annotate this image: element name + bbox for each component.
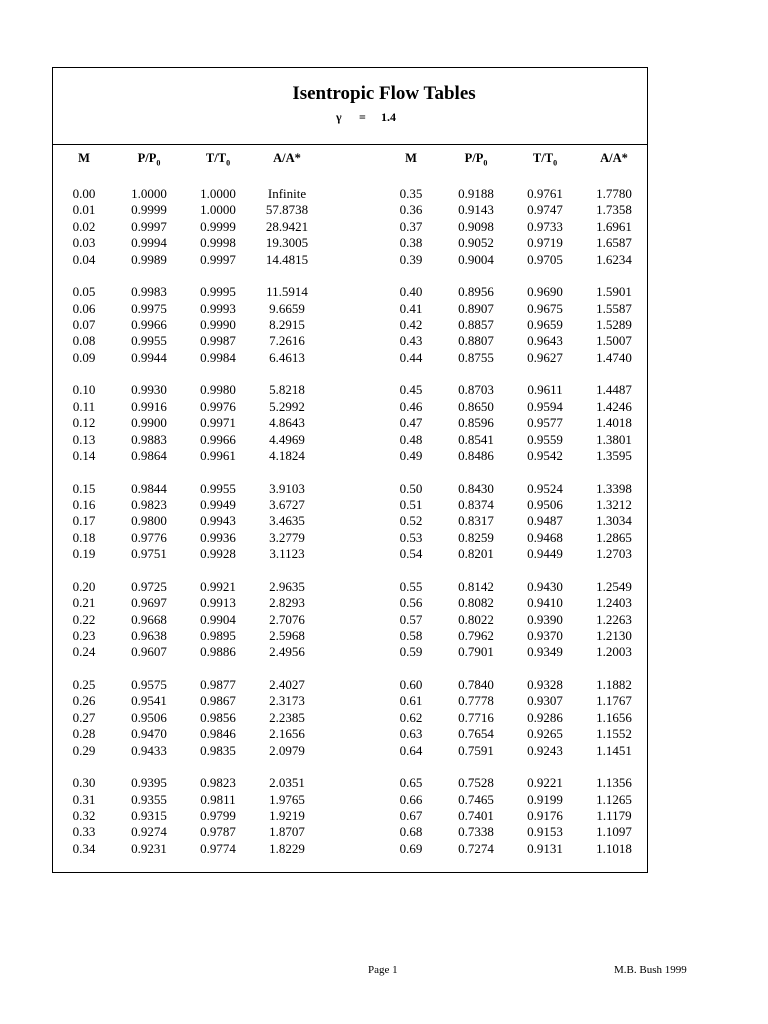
table-cell-left-mach: 0.31: [72, 791, 96, 807]
table-cell-right-mach: 0.44: [399, 349, 423, 365]
table-cell-right-mach: 0.46: [399, 398, 423, 414]
table-cell-left-pressure-ratio: 0.9751: [131, 546, 167, 562]
table-cell-left-mach: 0.17: [72, 513, 96, 529]
table-cell-right-temperature-ratio: 0.9199: [527, 791, 563, 807]
table-cell-right-mach: 0.45: [399, 382, 423, 398]
table-cell-left-temperature-ratio: 0.9998: [200, 235, 236, 251]
table-cell-left-temperature-ratio: 0.9993: [200, 300, 236, 316]
table-cell-left-pressure-ratio: 0.9231: [131, 840, 167, 856]
table-cell-right-pressure-ratio: 0.9004: [458, 251, 494, 267]
table-cell-right-temperature-ratio: 0.9328: [527, 677, 563, 692]
table-cell-right-mach: 0.59: [399, 644, 423, 660]
table-cell-right-mach: 0.69: [399, 840, 423, 856]
table-cell-right-pressure-ratio: 0.7716: [458, 709, 494, 725]
table-cell-left-pressure-ratio: 0.9355: [131, 791, 167, 807]
table-cell-right-area-ratio: 1.4740: [596, 349, 632, 365]
table-cell-left-pressure-ratio: 0.9725: [131, 578, 167, 594]
table-cell-right-area-ratio: 1.6234: [596, 251, 632, 267]
table-cell-right-temperature-ratio: 0.9131: [527, 840, 563, 856]
table-cell-right-pressure-ratio: 0.8374: [458, 497, 494, 512]
table-cell-right-temperature-ratio: 0.9390: [527, 611, 563, 627]
table-cell-right-temperature-ratio: 0.9176: [527, 808, 563, 823]
table-cell-right-mach: 0.38: [399, 235, 423, 251]
table-cell-right-temperature-ratio: 0.9265: [527, 726, 563, 742]
table-cell-left-mach: 0.28: [72, 726, 96, 742]
table-cell-left-area-ratio: 1.8229: [269, 840, 305, 856]
table-cell-left-temperature-ratio: 0.9976: [200, 398, 236, 414]
table-cell-left-temperature-ratio: 0.9799: [200, 808, 236, 823]
table-cell-right-temperature-ratio: 0.9733: [527, 218, 563, 234]
table-cell-left-temperature-ratio: 1.0000: [200, 186, 236, 201]
table-cell-left-temperature-ratio: 0.9943: [200, 513, 236, 529]
table-cell-right-area-ratio: 1.4246: [596, 398, 632, 414]
table-cell-left-mach: 0.16: [72, 497, 96, 512]
table-cell-right-temperature-ratio: 0.9243: [527, 742, 563, 758]
table-cell-left-pressure-ratio: 0.9955: [131, 333, 167, 349]
table-cell-right-mach: 0.67: [399, 808, 423, 823]
table-cell-right-area-ratio: 1.5007: [596, 333, 632, 349]
col-header-right-temperature-ratio: $T/T_0$: [532, 151, 558, 168]
table-cell-right-area-ratio: 1.2403: [596, 595, 632, 611]
table-cell-left-area-ratio: 2.4027: [269, 677, 305, 692]
table-cell-right-temperature-ratio: 0.9761: [527, 186, 563, 201]
table-cell-right-pressure-ratio: 0.8082: [458, 595, 494, 611]
table-cell-right-mach: 0.43: [399, 333, 423, 349]
table-cell-left-pressure-ratio: 0.9930: [131, 382, 167, 398]
table-cell-left-temperature-ratio: 0.9995: [200, 284, 236, 300]
table-cell-right-area-ratio: 1.5901: [596, 284, 632, 300]
table-cell-left-mach: 0.23: [72, 628, 96, 643]
table-cell-right-area-ratio: 1.1265: [596, 791, 632, 807]
table-cell-right-temperature-ratio: 0.9410: [527, 595, 563, 611]
table-cell-left-mach: 0.19: [72, 546, 96, 562]
page-title: Isentropic Flow Tables: [292, 83, 476, 104]
table-cell-left-temperature-ratio: 0.9997: [200, 251, 236, 267]
table-cell-right-temperature-ratio: 0.9627: [527, 349, 563, 365]
table-cell-left-temperature-ratio: 0.9904: [200, 611, 236, 627]
table-cell-left-temperature-ratio: 0.9955: [200, 480, 236, 496]
table-cell-right-pressure-ratio: 0.7778: [458, 693, 494, 709]
table-cell-right-area-ratio: 1.2865: [596, 529, 632, 545]
table-cell-right-pressure-ratio: 0.7962: [458, 628, 494, 643]
table-cell-right-temperature-ratio: 0.9559: [527, 431, 563, 447]
table-cell-left-area-ratio: 2.5968: [269, 628, 305, 643]
table-cell-left-area-ratio: 2.1656: [269, 726, 305, 742]
table-cell-right-pressure-ratio: 0.8857: [458, 317, 494, 332]
table-cell-left-mach: 0.20: [72, 578, 96, 594]
table-cell-left-pressure-ratio: 0.9575: [131, 677, 167, 692]
table-cell-left-pressure-ratio: 0.9607: [131, 644, 167, 660]
table-cell-left-mach: 0.22: [72, 611, 96, 627]
table-cell-left-mach: 0.32: [72, 808, 96, 823]
table-cell-right-area-ratio: 1.2263: [596, 611, 632, 627]
table-cell-right-pressure-ratio: 0.8317: [458, 513, 494, 529]
table-cell-left-pressure-ratio: 0.9800: [131, 513, 167, 529]
table-cell-right-pressure-ratio: 0.7465: [458, 791, 494, 807]
table-cell-left-mach: 0.14: [72, 448, 96, 463]
table-cell-right-temperature-ratio: 0.9221: [527, 775, 563, 791]
table-cell-right-pressure-ratio: 0.8142: [458, 578, 494, 594]
table-cell-left-pressure-ratio: 0.9844: [131, 480, 167, 496]
table-cell-left-pressure-ratio: 0.9944: [131, 349, 167, 365]
table-cell-right-mach: 0.51: [399, 497, 423, 512]
table-cell-left-area-ratio: 3.1123: [269, 546, 305, 562]
table-cell-right-mach: 0.58: [399, 628, 423, 643]
table-cell-right-temperature-ratio: 0.9506: [527, 497, 563, 512]
table-cell-right-temperature-ratio: 0.9487: [527, 513, 563, 529]
table-cell-right-mach: 0.42: [399, 317, 423, 332]
table-cell-left-temperature-ratio: 0.9987: [200, 333, 236, 349]
table-cell-right-area-ratio: 1.2549: [596, 578, 632, 594]
table-cell-right-pressure-ratio: 0.8486: [458, 448, 494, 463]
table-cell-right-mach: 0.57: [399, 611, 423, 627]
table-cell-right-area-ratio: 1.1656: [596, 709, 632, 725]
table-cell-right-mach: 0.40: [399, 284, 423, 300]
table-cell-right-mach: 0.36: [399, 202, 423, 218]
table-cell-right-area-ratio: 1.3801: [596, 431, 632, 447]
col-header-left-pressure-ratio: $P/P_0$: [137, 151, 161, 168]
table-cell-right-area-ratio: 1.3398: [596, 480, 632, 496]
table-cell-left-temperature-ratio: 0.9823: [200, 775, 236, 791]
table-cell-right-pressure-ratio: 0.8650: [458, 398, 494, 414]
table-cell-left-pressure-ratio: 0.9433: [131, 742, 167, 758]
table-cell-left-temperature-ratio: 0.9990: [200, 317, 236, 332]
table-cell-right-pressure-ratio: 0.9052: [458, 235, 494, 251]
table-cell-left-temperature-ratio: 0.9936: [200, 529, 236, 545]
table-cell-right-pressure-ratio: 0.7654: [458, 726, 494, 742]
table-cell-right-pressure-ratio: 0.7338: [458, 824, 494, 840]
table-cell-left-area-ratio: 2.9635: [269, 578, 305, 594]
table-cell-right-pressure-ratio: 0.7401: [458, 808, 494, 823]
table-cell-left-mach: 0.09: [72, 349, 96, 365]
table-cell-right-temperature-ratio: 0.9659: [527, 317, 563, 332]
table-cell-left-area-ratio: 6.4613: [269, 349, 305, 365]
table-cell-right-temperature-ratio: 0.9542: [527, 448, 563, 463]
col-header-right-mach: M: [405, 151, 417, 165]
table-cell-left-area-ratio: 5.8218: [269, 382, 305, 398]
table-cell-left-temperature-ratio: 0.9846: [200, 726, 236, 742]
table-cell-left-temperature-ratio: 0.9928: [200, 546, 236, 562]
table-cell-left-mach: 0.30: [72, 775, 96, 791]
table-cell-right-mach: 0.41: [399, 300, 423, 316]
table-cell-right-temperature-ratio: 0.9719: [527, 235, 563, 251]
table-cell-left-temperature-ratio: 0.9984: [200, 349, 236, 365]
table-cell-left-mach: 0.10: [72, 382, 96, 398]
table-cell-right-mach: 0.50: [399, 480, 423, 496]
table-cell-left-pressure-ratio: 0.9999: [131, 202, 167, 218]
table-cell-right-mach: 0.47: [399, 415, 423, 431]
table-cell-right-pressure-ratio: 0.7591: [458, 742, 494, 758]
table-cell-right-pressure-ratio: 0.7901: [458, 644, 494, 660]
table-cell-left-mach: 0.00: [72, 186, 96, 201]
table-cell-left-mach: 0.25: [72, 677, 96, 692]
table-cell-left-mach: 0.24: [72, 644, 96, 660]
table-cell-left-area-ratio: 4.8643: [269, 415, 305, 431]
table-cell-right-pressure-ratio: 0.7274: [458, 840, 494, 856]
table-cell-right-mach: 0.49: [399, 448, 423, 463]
table-cell-left-pressure-ratio: 0.9668: [131, 611, 167, 627]
footer-author: M.B. Bush 1999: [614, 964, 687, 976]
table-cell-left-mach: 0.01: [72, 202, 96, 218]
table-cell-right-mach: 0.52: [399, 513, 423, 529]
table-cell-right-temperature-ratio: 0.9349: [527, 644, 563, 660]
table-cell-left-temperature-ratio: 0.9811: [200, 791, 236, 807]
table-cell-right-area-ratio: 1.1552: [596, 726, 632, 742]
table-cell-right-area-ratio: 1.1767: [596, 693, 632, 709]
table-cell-left-area-ratio: 2.0351: [269, 775, 305, 791]
table-cell-left-pressure-ratio: 0.9997: [131, 218, 167, 234]
table-cell-right-pressure-ratio: 0.7840: [458, 677, 494, 692]
table-cell-left-temperature-ratio: 0.9886: [200, 644, 236, 660]
table-cell-left-pressure-ratio: 0.9994: [131, 235, 167, 251]
table-cell-left-mach: 0.08: [72, 333, 96, 349]
table-cell-right-temperature-ratio: 0.9524: [527, 480, 563, 496]
table-cell-left-temperature-ratio: 0.9867: [200, 693, 236, 709]
table-cell-right-pressure-ratio: 0.9098: [458, 218, 494, 234]
table-cell-left-area-ratio: Infinite: [267, 186, 307, 201]
table-cell-right-pressure-ratio: 0.9143: [458, 202, 494, 218]
table-cell-left-pressure-ratio: 0.9983: [131, 284, 167, 300]
table-cell-right-temperature-ratio: 0.9594: [527, 398, 563, 414]
table-cell-right-area-ratio: 1.5289: [596, 317, 632, 332]
col-header-left-area-ratio: A/A*: [273, 151, 301, 165]
table-cell-right-mach: 0.53: [399, 529, 423, 545]
table-cell-left-mach: 0.26: [72, 693, 96, 709]
table-cell-left-area-ratio: 2.4956: [269, 644, 305, 660]
table-cell-right-temperature-ratio: 0.9577: [527, 415, 563, 431]
table-cell-left-area-ratio: 2.8293: [269, 595, 305, 611]
table-cell-left-pressure-ratio: 0.9395: [131, 775, 167, 791]
table-cell-right-area-ratio: 1.3034: [596, 513, 632, 529]
table-cell-left-area-ratio: 28.9421: [265, 218, 309, 234]
table-cell-right-mach: 0.60: [399, 677, 423, 692]
table-cell-left-area-ratio: 2.0979: [269, 742, 305, 758]
table-cell-left-pressure-ratio: 1.0000: [131, 186, 167, 201]
table-cell-right-mach: 0.62: [399, 709, 423, 725]
footer-page-number: Page 1: [368, 964, 398, 976]
table-cell-right-area-ratio: 1.2130: [596, 628, 632, 643]
table-cell-right-area-ratio: 1.6587: [596, 235, 632, 251]
table-cell-left-pressure-ratio: 0.9823: [131, 497, 167, 512]
table-cell-right-mach: 0.54: [399, 546, 423, 562]
table-cell-right-area-ratio: 1.1018: [596, 840, 632, 856]
table-cell-right-mach: 0.65: [399, 775, 423, 791]
table-cell-right-area-ratio: 1.5587: [596, 300, 632, 316]
table-cell-left-mach: 0.18: [72, 529, 96, 545]
table-cell-left-area-ratio: 2.7076: [269, 611, 305, 627]
table-cell-right-area-ratio: 1.1356: [596, 775, 632, 791]
table-cell-left-pressure-ratio: 0.9883: [131, 431, 167, 447]
table-cell-right-temperature-ratio: 0.9705: [527, 251, 563, 267]
table-cell-left-mach: 0.15: [72, 480, 96, 496]
table-cell-right-mach: 0.35: [399, 186, 423, 201]
table-cell-left-temperature-ratio: 0.9980: [200, 382, 236, 398]
table-cell-right-mach: 0.63: [399, 726, 423, 742]
table-cell-right-area-ratio: 1.4018: [596, 415, 632, 431]
table-cell-right-area-ratio: 1.3595: [596, 448, 632, 463]
table-cell-left-pressure-ratio: 0.9315: [131, 808, 167, 823]
table-cell-left-area-ratio: 3.4635: [269, 513, 305, 529]
table-cell-left-mach: 0.03: [72, 235, 96, 251]
table-cell-right-temperature-ratio: 0.9468: [527, 529, 563, 545]
table-cell-right-pressure-ratio: 0.8022: [458, 611, 494, 627]
table-cell-left-pressure-ratio: 0.9697: [131, 595, 167, 611]
table-cell-right-mach: 0.61: [399, 693, 423, 709]
table-cell-left-area-ratio: 14.4815: [265, 251, 309, 267]
table-cell-left-mach: 0.12: [72, 415, 96, 431]
table-cell-left-temperature-ratio: 0.9895: [200, 628, 236, 643]
table-cell-left-area-ratio: 8.2915: [269, 317, 305, 332]
table-cell-left-area-ratio: 57.8738: [265, 202, 309, 218]
gamma-value: 1.4: [381, 110, 396, 124]
table-cell-right-mach: 0.64: [399, 742, 423, 758]
table-cell-left-temperature-ratio: 0.9913: [200, 595, 236, 611]
gamma-symbol: γ: [336, 110, 342, 124]
table-cell-right-area-ratio: 1.1179: [596, 808, 632, 823]
table-cell-left-area-ratio: 5.2992: [269, 398, 305, 414]
table-cell-left-mach: 0.04: [72, 251, 96, 267]
table-cell-left-area-ratio: 4.1824: [269, 448, 305, 463]
table-cell-right-temperature-ratio: 0.9370: [527, 628, 563, 643]
table-cell-right-area-ratio: 1.1451: [596, 742, 632, 758]
table-cell-left-area-ratio: 2.2385: [269, 709, 305, 725]
table-cell-right-pressure-ratio: 0.8430: [458, 480, 494, 496]
table-cell-right-pressure-ratio: 0.8541: [458, 431, 494, 447]
table-cell-left-area-ratio: 3.2779: [269, 529, 305, 545]
table-cell-right-pressure-ratio: 0.8907: [458, 300, 494, 316]
table-cell-right-pressure-ratio: 0.8703: [458, 382, 494, 398]
table-cell-right-temperature-ratio: 0.9449: [527, 546, 563, 562]
table-cell-right-pressure-ratio: 0.8259: [458, 529, 494, 545]
table-cell-right-pressure-ratio: 0.8596: [458, 415, 494, 431]
table-cell-right-temperature-ratio: 0.9286: [527, 709, 563, 725]
table-cell-left-area-ratio: 1.9765: [269, 791, 305, 807]
table-cell-left-pressure-ratio: 0.9776: [131, 529, 167, 545]
table-cell-left-temperature-ratio: 0.9787: [200, 824, 236, 840]
table-cell-right-temperature-ratio: 0.9153: [527, 824, 563, 840]
table-cell-right-area-ratio: 1.7780: [596, 186, 632, 201]
table-cell-left-temperature-ratio: 1.0000: [200, 202, 236, 218]
table-cell-left-area-ratio: 4.4969: [269, 431, 305, 447]
table-cell-left-temperature-ratio: 0.9921: [200, 578, 236, 594]
table-cell-right-area-ratio: 1.2003: [596, 644, 632, 660]
table-cell-left-temperature-ratio: 0.9966: [200, 431, 236, 447]
table-cell-left-pressure-ratio: 0.9916: [131, 398, 167, 414]
table-cell-right-temperature-ratio: 0.9675: [527, 300, 563, 316]
col-header-right-area-ratio: A/A*: [600, 151, 628, 165]
table-cell-right-temperature-ratio: 0.9747: [527, 202, 563, 218]
table-cell-left-mach: 0.05: [72, 284, 96, 300]
table-cell-left-temperature-ratio: 0.9949: [200, 497, 236, 512]
table-cell-left-area-ratio: 11.5914: [266, 284, 308, 300]
header-rule: [52, 144, 648, 145]
table-cell-right-mach: 0.37: [399, 218, 423, 234]
table-cell-left-temperature-ratio: 0.9774: [200, 840, 236, 856]
table-cell-left-area-ratio: 3.6727: [269, 497, 305, 512]
table-cell-left-mach: 0.29: [72, 742, 96, 758]
table-cell-right-pressure-ratio: 0.9188: [458, 186, 494, 201]
table-cell-left-temperature-ratio: 0.9961: [200, 448, 236, 463]
table-cell-right-mach: 0.68: [399, 824, 423, 840]
table-cell-left-pressure-ratio: 0.9274: [131, 824, 167, 840]
table-cell-left-pressure-ratio: 0.9638: [131, 628, 167, 643]
table-cell-right-mach: 0.56: [399, 595, 423, 611]
table-cell-right-area-ratio: 1.6961: [596, 218, 632, 234]
table-cell-left-area-ratio: 1.9219: [269, 808, 305, 823]
table-cell-right-pressure-ratio: 0.8201: [458, 546, 494, 562]
table-cell-left-pressure-ratio: 0.9966: [131, 317, 167, 332]
table-cell-right-pressure-ratio: 0.7528: [458, 775, 494, 791]
table-cell-left-pressure-ratio: 0.9506: [131, 709, 167, 725]
table-cell-right-temperature-ratio: 0.9307: [527, 693, 563, 709]
table-cell-left-mach: 0.02: [72, 218, 96, 234]
table-cell-left-area-ratio: 19.3005: [265, 235, 309, 251]
table-cell-left-temperature-ratio: 0.9999: [200, 218, 236, 234]
table-cell-right-mach: 0.48: [399, 431, 423, 447]
table-cell-right-mach: 0.39: [399, 251, 423, 267]
table-cell-left-mach: 0.21: [72, 595, 96, 611]
gamma-equals: =: [359, 110, 366, 124]
table-cell-right-mach: 0.66: [399, 791, 423, 807]
table-cell-left-pressure-ratio: 0.9864: [131, 448, 167, 463]
table-cell-right-temperature-ratio: 0.9430: [527, 578, 563, 594]
table-cell-left-area-ratio: 2.3173: [269, 693, 305, 709]
table-cell-left-temperature-ratio: 0.9835: [200, 742, 236, 758]
table-cell-right-area-ratio: 1.2703: [596, 546, 632, 562]
table-cell-right-pressure-ratio: 0.8755: [458, 349, 494, 365]
table-cell-left-mach: 0.06: [72, 300, 96, 316]
table-cell-right-area-ratio: 1.4487: [596, 382, 632, 398]
table-cell-left-mach: 0.33: [72, 824, 96, 840]
table-cell-left-temperature-ratio: 0.9971: [200, 415, 236, 431]
table-cell-right-pressure-ratio: 0.8807: [458, 333, 494, 349]
table-cell-left-area-ratio: 7.2616: [269, 333, 305, 349]
table-cell-left-pressure-ratio: 0.9470: [131, 726, 167, 742]
table-cell-right-area-ratio: 1.3212: [596, 497, 632, 512]
table-cell-right-pressure-ratio: 0.8956: [458, 284, 494, 300]
table-cell-left-area-ratio: 3.9103: [269, 480, 305, 496]
table-cell-left-mach: 0.07: [72, 317, 96, 332]
table-cell-left-temperature-ratio: 0.9877: [200, 677, 236, 692]
table-cell-left-mach: 0.11: [72, 398, 96, 414]
table-cell-right-temperature-ratio: 0.9690: [527, 284, 563, 300]
table-cell-left-temperature-ratio: 0.9856: [200, 709, 236, 725]
table-cell-right-area-ratio: 1.1882: [596, 677, 632, 692]
table-cell-right-area-ratio: 1.1097: [596, 824, 632, 840]
table-cell-left-mach: 0.27: [72, 709, 96, 725]
table-cell-right-mach: 0.55: [399, 578, 423, 594]
table-cell-left-pressure-ratio: 0.9989: [131, 251, 167, 267]
table-cell-left-pressure-ratio: 0.9541: [131, 693, 167, 709]
table-cell-left-mach: 0.13: [72, 431, 96, 447]
col-header-left-mach: M: [78, 151, 90, 165]
table-cell-right-temperature-ratio: 0.9643: [527, 333, 563, 349]
table-cell-right-temperature-ratio: 0.9611: [527, 382, 563, 398]
table-cell-right-area-ratio: 1.7358: [596, 202, 632, 218]
table-cell-left-pressure-ratio: 0.9975: [131, 300, 167, 316]
col-header-right-pressure-ratio: $P/P_0$: [464, 151, 488, 168]
table-cell-left-pressure-ratio: 0.9900: [131, 415, 167, 431]
col-header-left-temperature-ratio: $T/T_0$: [205, 151, 231, 168]
table-cell-left-area-ratio: 1.8707: [269, 824, 305, 840]
table-cell-left-mach: 0.34: [72, 840, 96, 856]
table-cell-left-area-ratio: 9.6659: [269, 300, 305, 316]
